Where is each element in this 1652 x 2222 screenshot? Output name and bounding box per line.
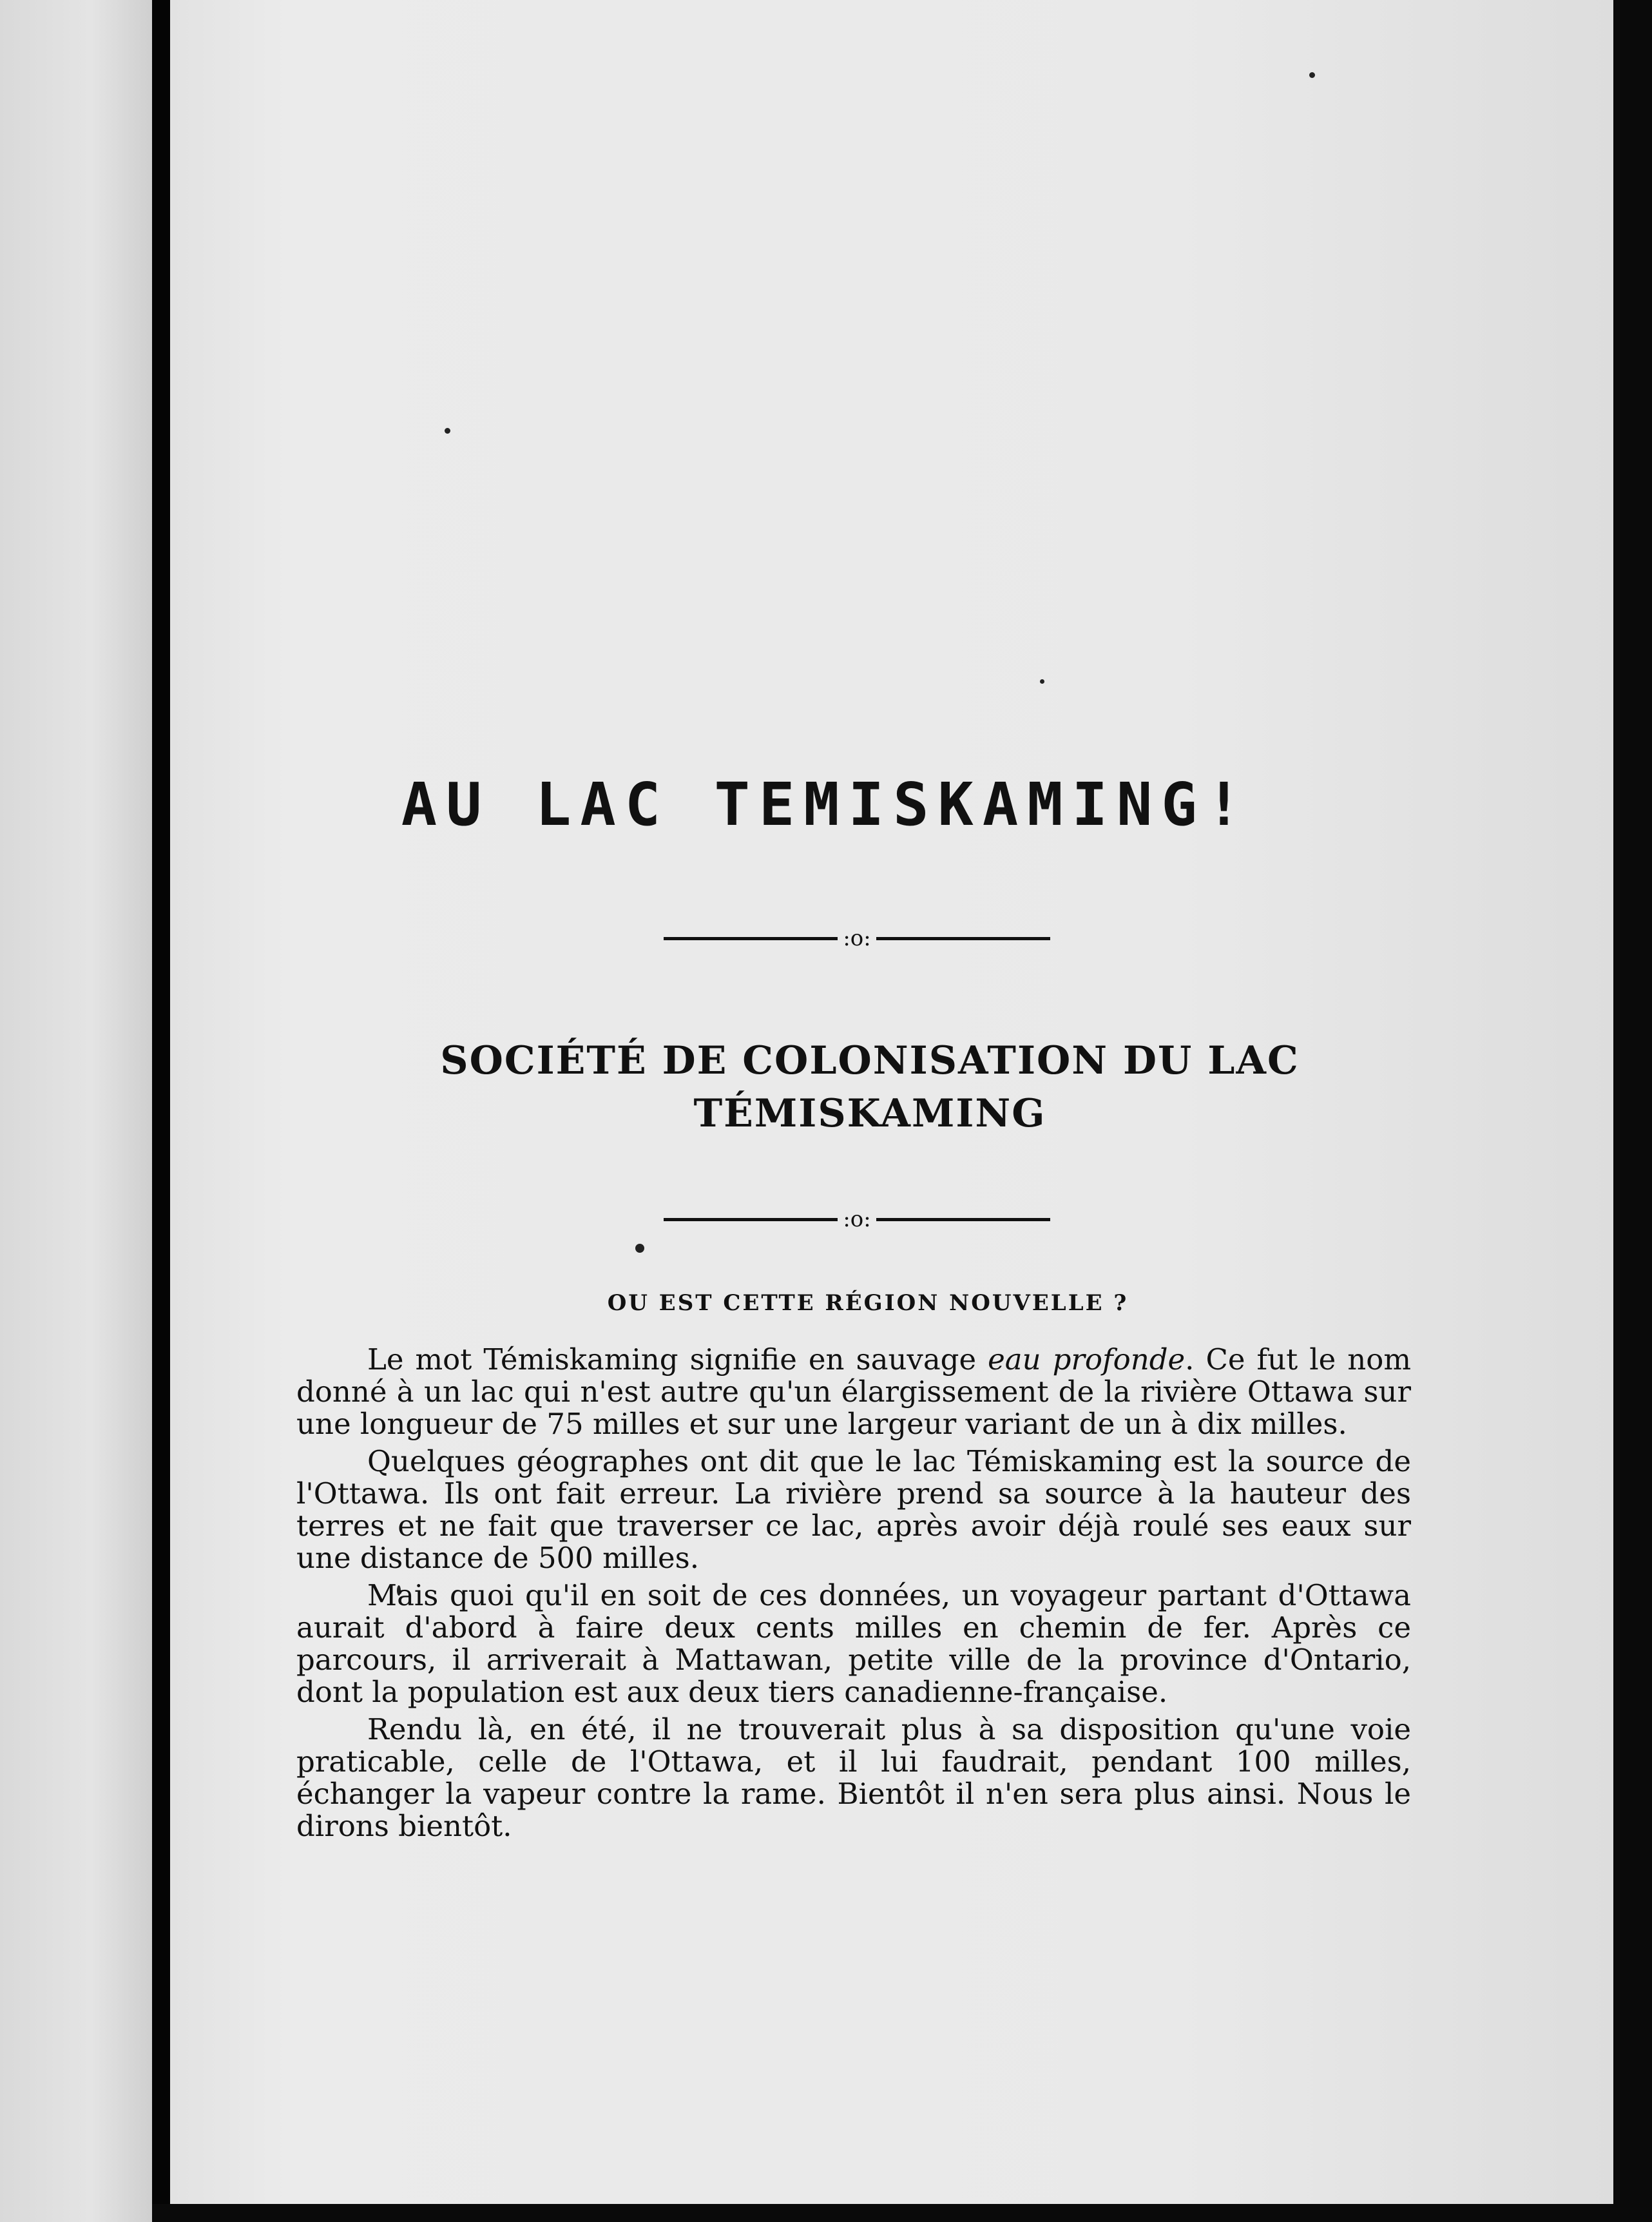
bottom-page-edge — [152, 2204, 1652, 2222]
separator-mark: :o: — [843, 1206, 871, 1232]
separator-line — [876, 937, 1050, 940]
paragraph: Mais quoi qu'il en soit de ces données, un voyageur partant d'Ottawa aurait d'abord à faire deux cents milles en chemin de fer. Après ce parcours, il arriverait à Mattawan, petite ville de la province d'Ontario, dont la population est aux deux tiers canadienne-française. — [296, 1578, 1411, 1709]
ornamental-separator — [664, 925, 1050, 951]
society-heading — [387, 1034, 1353, 1140]
society-heading-line2: TÉMISKAMING — [693, 1091, 1046, 1136]
ink-speck — [1040, 679, 1044, 684]
separator-line — [664, 1218, 838, 1221]
right-page-edge — [1613, 0, 1652, 2222]
emphasis-text: eau profonde — [988, 1342, 1186, 1377]
separator-line — [664, 937, 838, 940]
paragraph: Rendu là, en été, il ne trouverait plus à sa disposition qu'une voie praticable, celle de l'Ottawa, et il lui faudrait, pendant 100 milles, échanger la vapeur contre la rame. Bientôt il n'en sera plus ainsi. Nous le dirons bientôt. — [296, 1712, 1411, 1843]
paragraph: Quelques géographes ont dit que le lac Témiskaming est la source de l'Ottawa. Ils ont fait erreur. La rivière prend sa source à la hauteur des terres et ne fait que traverser ce lac, après avoir déjà roulé ses eaux sur une distance de 500 milles. — [296, 1444, 1411, 1575]
body-text — [296, 1344, 1411, 1842]
ink-speck — [635, 1244, 644, 1253]
society-heading-line1: SOCIÉTÉ DE COLONISATION DU LAC — [440, 1038, 1300, 1083]
ink-speck — [1309, 72, 1315, 78]
separator-line — [876, 1218, 1050, 1221]
ornamental-separator — [664, 1206, 1050, 1232]
ink-speck — [445, 428, 450, 434]
separator-mark: :o: — [843, 925, 871, 951]
document-title: AU LAC TEMISKAMING! — [401, 770, 1251, 839]
section-heading: OU EST CETTE RÉGION NOUVELLE ? — [607, 1290, 1129, 1316]
binding-gutter — [152, 0, 170, 2222]
facing-page-edge — [0, 0, 152, 2222]
paragraph: Le mot Témiskaming signifie en sauvage eau profonde. Ce fut le nom donné à un lac qui n'est autre qu'un élargissement de la rivière Ottawa sur une longueur de 75 milles et sur une largeur variant de un à dix milles. — [296, 1342, 1411, 1441]
